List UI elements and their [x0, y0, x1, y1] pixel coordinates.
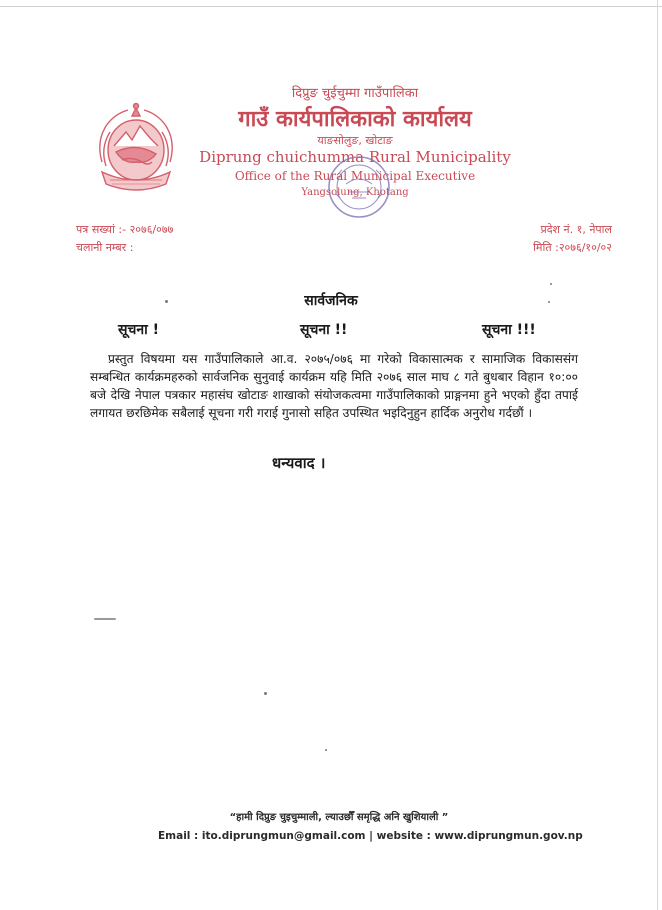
province-label: प्रदेश नं. १, नेपाल	[540, 223, 612, 236]
scan-speck	[94, 618, 116, 620]
address-nepali: याङसोलुङ, खोटाङ	[317, 134, 393, 147]
scan-speck	[165, 300, 168, 303]
scan-edge-top	[0, 6, 662, 7]
address-english: Yangsolung, Khotang	[301, 187, 409, 198]
office-name-nepali: गाउँ कार्यपालिकाको कार्यालय	[238, 107, 472, 132]
official-stamp-icon	[326, 154, 392, 220]
notice-word-1: सूचना !	[118, 322, 160, 338]
scan-speck	[264, 692, 267, 695]
scan-edge-right	[657, 0, 658, 910]
office-name-english: Office of the Rural Municipal Executive	[234, 169, 476, 183]
letter-number: पत्र सख्यां :- २०७६/०७७	[76, 223, 174, 236]
notice-word-2: सूचना !!	[300, 322, 348, 338]
notice-title: सार्वजनिक	[304, 293, 358, 309]
municipality-name-english: Diprung chuichumma Rural Municipality	[199, 148, 511, 166]
municipality-name-nepali: दिप्रुङ चुईचुम्मा गाउँपालिका	[291, 86, 419, 101]
letter-date: मिति :२०७६/१०/०२	[533, 241, 612, 254]
scan-speck	[550, 283, 552, 285]
scan-speck	[548, 301, 550, 303]
footer-slogan: “हामी दिप्रुङ चुइचुम्माली, ल्याउछौँ समृद्धि अनि खुशियाली ”	[229, 812, 449, 823]
thanks-text: धन्यवाद ।	[272, 454, 326, 472]
scan-speck	[325, 749, 327, 751]
notice-body: प्रस्तुत विषयमा यस गाउँपालिकाले आ.व. २०७५/०७६ मा गरेको विकासात्मक र सामाजिक विकाससंग सम्बन्धित कार्यक्रमहरुको सार्वजनिक सुनुवाई कार्यक्रम यहि मिति २०७६ साल माघ ८ गते बुधबार विहान १०:०० बजे देखि नेपाल पत्रकार महासंघ खोटाङ शाखाको संयोजकत्वमा गाउँपालिकाको प्राङ्गनमा हुने भएको हुँदा तपाई लगायत छरछिमेक सबैलाई सूचना गरी गराई गुनासो सहित उपस्थित भइदिनुहुन हार्दिक अनुरोध गर्दछौं ।	[90, 352, 578, 420]
dispatch-number: चलानी नम्बर :	[76, 241, 134, 254]
notice-word-3: सूचना !!!	[482, 322, 536, 338]
footer-contact: Email : ito.diprungmun@gmail.com | website : www.diprungmun.gov.np	[158, 830, 583, 842]
nepal-emblem-icon	[92, 102, 180, 198]
